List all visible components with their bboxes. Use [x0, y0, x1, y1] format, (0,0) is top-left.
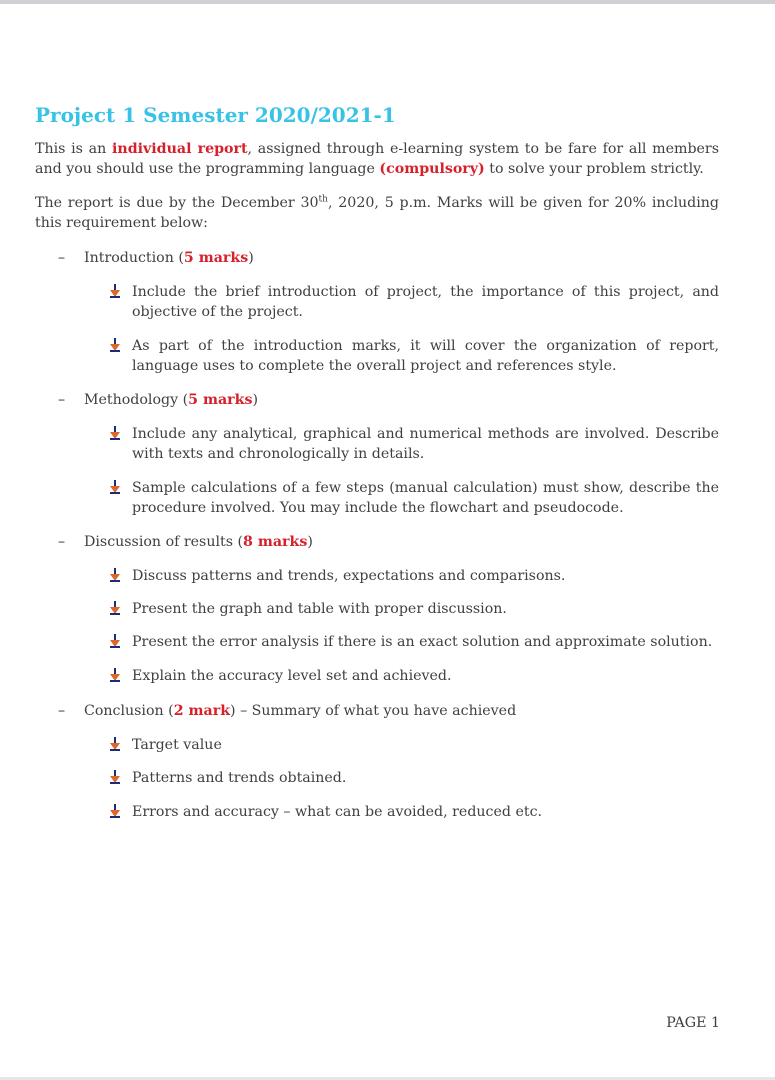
highlight-compulsory: (compulsory)	[379, 161, 485, 177]
list-item	[108, 336, 719, 376]
section-heading	[58, 248, 254, 268]
bullet-text: Present the graph and table with proper discussion.	[132, 601, 507, 617]
list-item	[108, 666, 719, 686]
list-item	[108, 599, 719, 619]
section-suffix: )	[248, 250, 254, 266]
section-marks: 2 mark	[173, 703, 231, 719]
dash-marker: –	[58, 392, 66, 408]
down-arrow-icon	[108, 668, 122, 682]
section-marks: 5 marks	[188, 392, 253, 408]
down-arrow-icon	[108, 568, 122, 582]
down-arrow-icon	[108, 804, 122, 818]
bullet-text: Include any analytical, graphical and numerical methods are involved. Describe with texts and chronologically in details.	[132, 426, 719, 462]
intro-paragraph	[35, 139, 719, 179]
intro-text: This is an	[35, 141, 112, 157]
bullet-text: Target value	[132, 737, 222, 753]
list-item	[108, 632, 719, 652]
section-heading	[58, 532, 313, 552]
due-text: The report is due by the December 30	[35, 195, 319, 211]
highlight-individual-report: individual report	[112, 141, 248, 157]
down-arrow-icon	[108, 284, 122, 298]
down-arrow-icon	[108, 426, 122, 440]
section-marks: 8 marks	[243, 534, 308, 550]
list-item	[108, 424, 719, 464]
section-name: Discussion of results (	[84, 534, 244, 550]
down-arrow-icon	[108, 601, 122, 615]
dash-marker: –	[58, 534, 66, 550]
section-marks: 5 marks	[183, 250, 249, 266]
section-name: Conclusion (	[84, 703, 174, 719]
bullet-text: As part of the introduction marks, it will cover the organization of report, language uses to complete the overall project and references style.	[132, 338, 719, 374]
list-item	[108, 802, 719, 822]
section-name: Methodology (	[84, 392, 189, 408]
list-item	[108, 735, 719, 755]
section-heading	[58, 701, 516, 721]
section-suffix: )	[307, 534, 313, 550]
bullet-text: Sample calculations of a few steps (manual calculation) must show, describe the procedure involved. You may include the flowchart and pseudocode.	[132, 480, 719, 516]
page-number: PAGE 1	[666, 1015, 720, 1031]
down-arrow-icon	[108, 480, 122, 494]
bullet-text: Patterns and trends obtained.	[132, 770, 347, 786]
list-item	[108, 768, 719, 788]
down-arrow-icon	[108, 770, 122, 784]
intro-text: , assigned through e-learning system to be fare for all members and you should use the programming language	[35, 141, 719, 177]
dash-marker: –	[58, 703, 66, 719]
list-item	[108, 566, 719, 586]
bullet-text: Errors and accuracy – what can be avoided, reduced etc.	[132, 804, 543, 820]
down-arrow-icon	[108, 737, 122, 751]
dash-marker: –	[58, 250, 66, 266]
down-arrow-icon	[108, 634, 122, 648]
list-item	[108, 282, 719, 322]
top-edge	[0, 0, 775, 4]
superscript: th	[318, 194, 328, 205]
due-paragraph	[35, 193, 719, 233]
due-text: , 2020, 5 p.m. Marks will be given for 20% including this requirement below:	[35, 195, 719, 231]
page-title: Project 1 Semester 2020/2021-1	[35, 103, 396, 127]
intro-text: to solve your problem strictly.	[484, 161, 704, 177]
bullet-text: Explain the accuracy level set and achieved.	[132, 668, 452, 684]
section-heading	[58, 390, 258, 410]
bullet-text: Discuss patterns and trends, expectations and comparisons.	[132, 568, 566, 584]
section-name: Introduction (	[84, 250, 184, 266]
bullet-text: Present the error analysis if there is an exact solution and approximate solution.	[132, 634, 713, 650]
section-suffix: )	[252, 392, 259, 408]
section-suffix: ) – Summary of what you have achieved	[230, 703, 517, 719]
down-arrow-icon	[108, 338, 122, 352]
bullet-text: Include the brief introduction of project, the importance of this project, and objective of the project.	[132, 284, 719, 320]
list-item	[108, 478, 719, 518]
